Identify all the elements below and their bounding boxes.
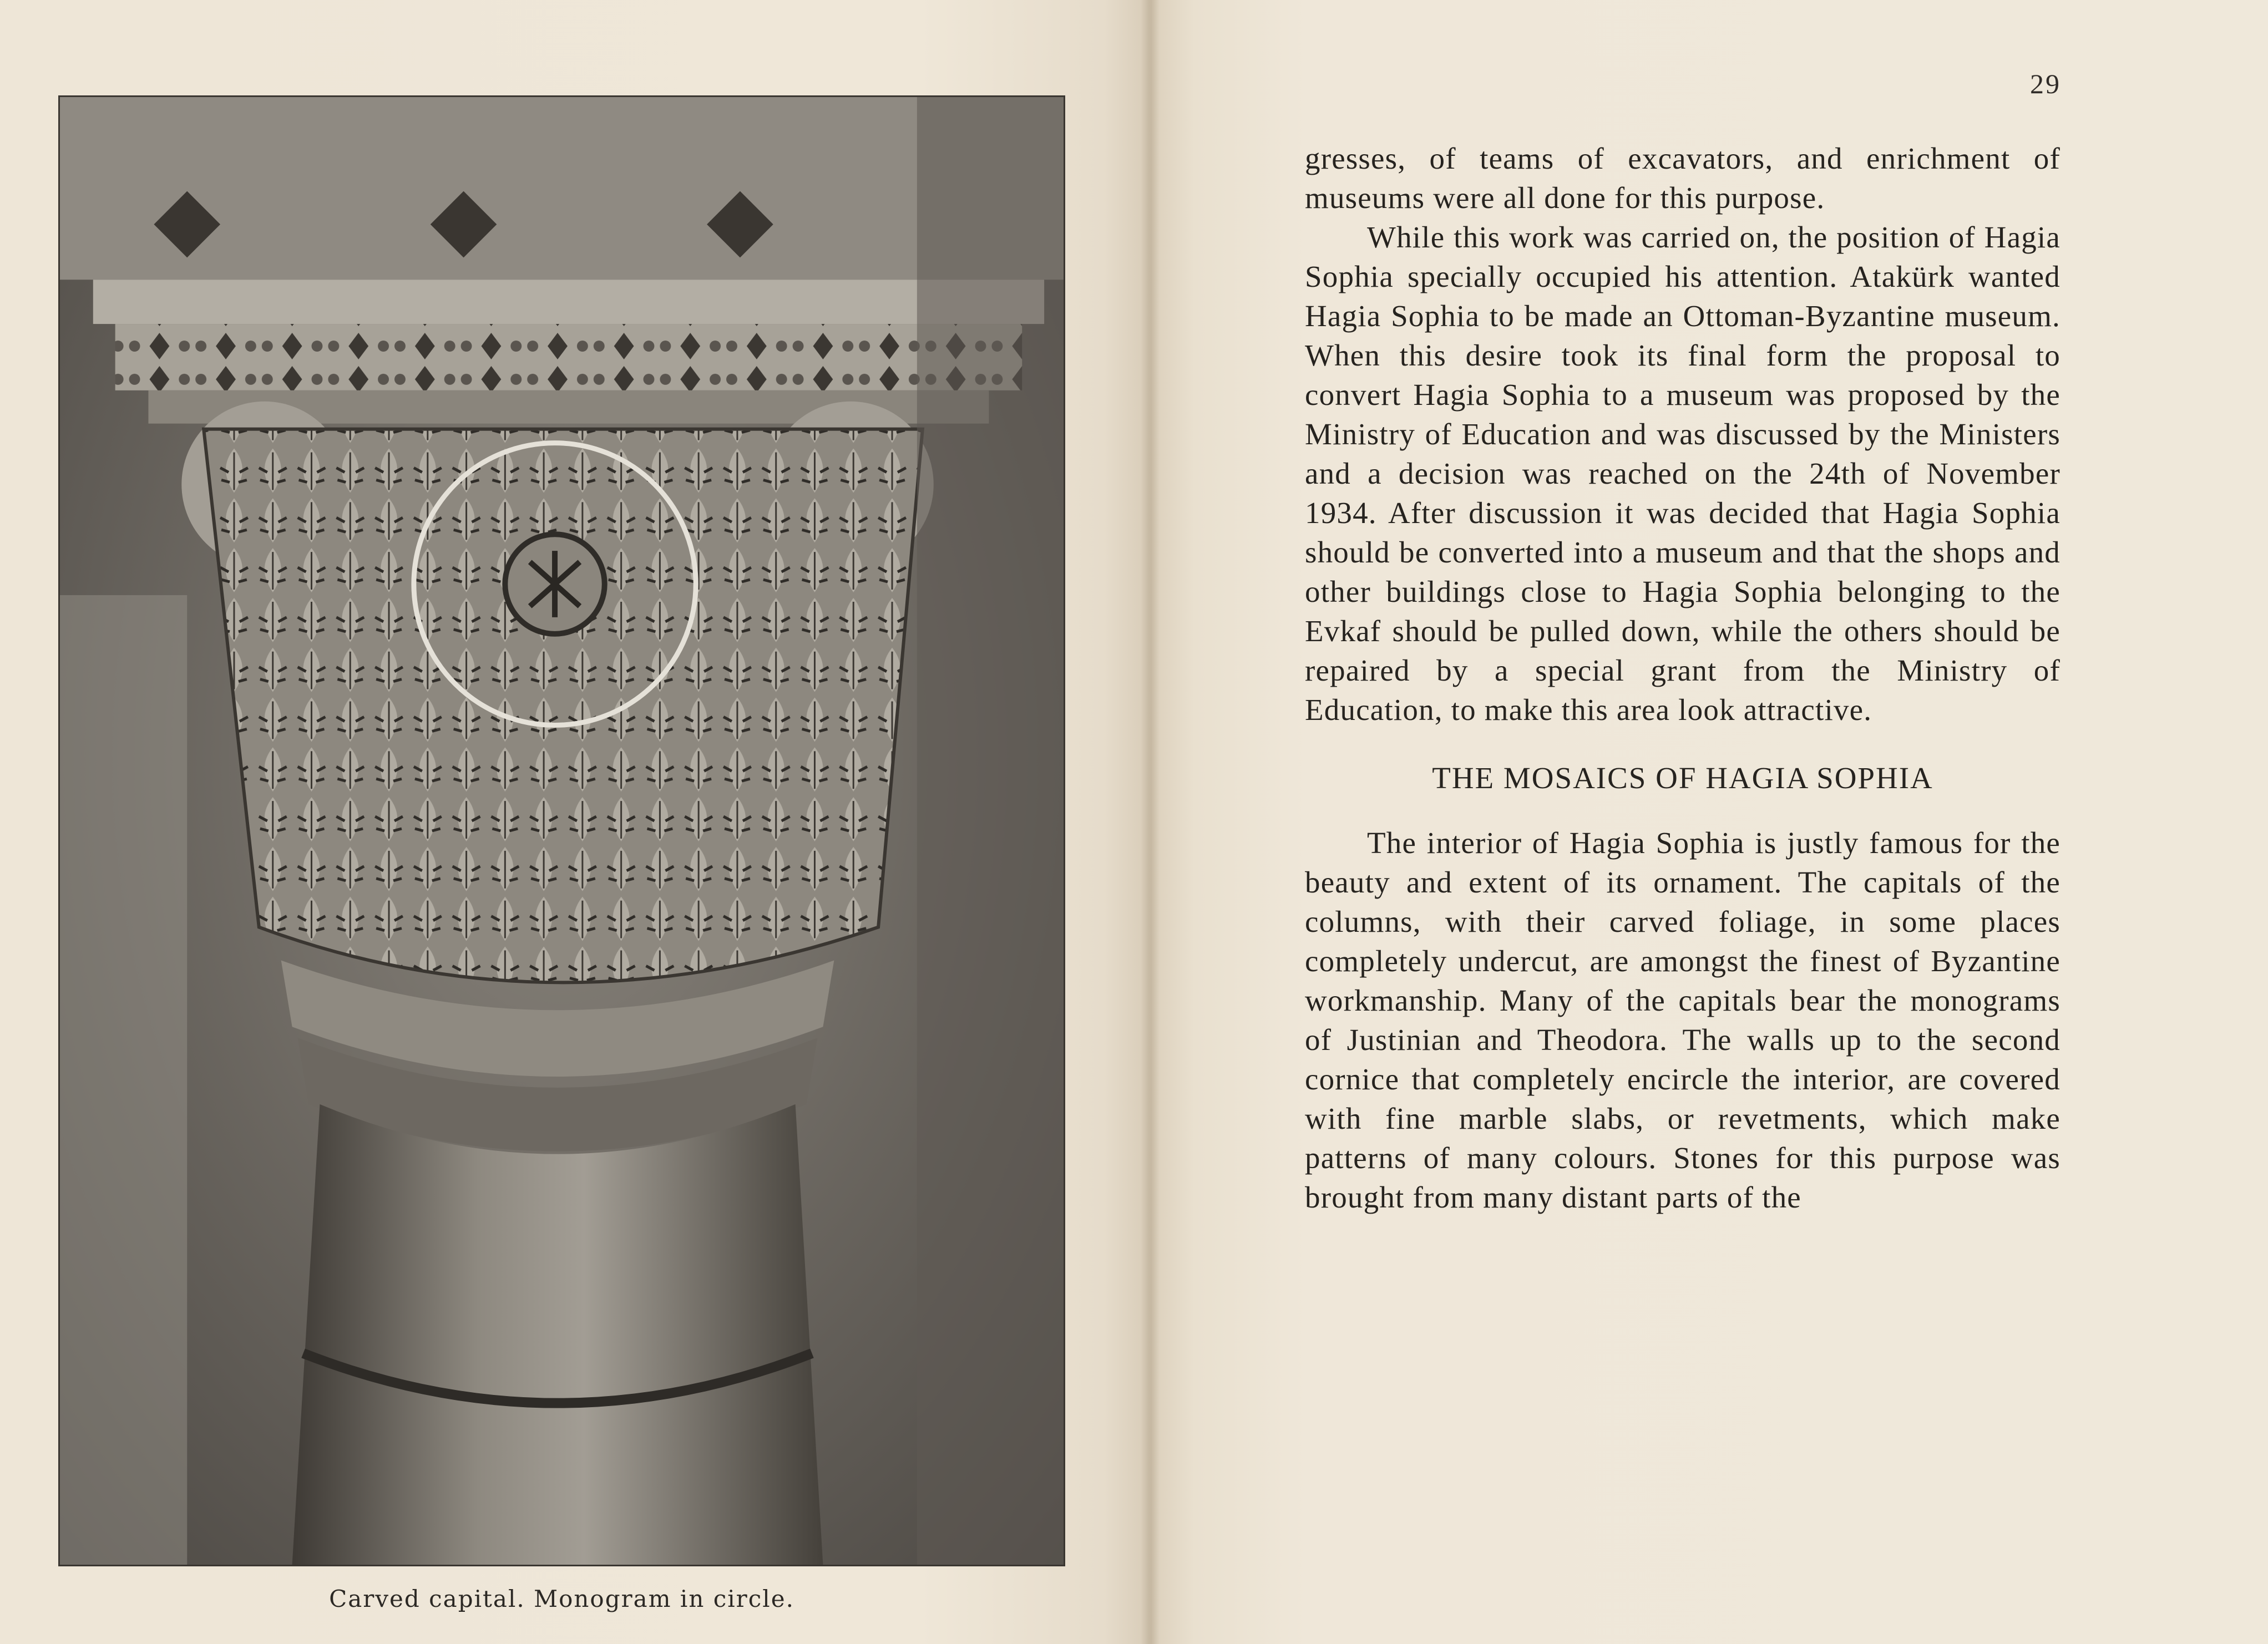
body-text — [1305, 139, 2061, 1217]
carved-capital-photo — [58, 95, 1065, 1566]
paragraph-continuation: gresses, of teams of excavators, and enrichment of museums were all done for this purpose. — [1305, 141, 2061, 215]
page-number: 29 — [2030, 68, 2061, 99]
paragraph-interior: The interior of Hagia Sophia is justly famous for the beauty and extent of its ornament. The capitals of the columns, with their carved foliage, in some places completely undercut, are amongst the finest of Byzantine workmanship. Many of the capitals bear the monograms of Justinian and Theodora. The walls up to the second cornice that completely encircle the interior, are covered with fine marble slabs, or revetments, which make patterns of many colours. Stones for this purpose was brought from many distant parts of the — [1305, 826, 2061, 1214]
paragraph-museum-decision: While this work was carried on, the position of Hagia Sophia specially occupied his attention. Atakürk wanted Hagia Sophia to be made an Ottoman-Byzantine museum. When this desire took its final form the proposal to convert Hagia Sophia to a museum was proposed by the Ministry of Education and was discussed by the Ministers and a decision was reached on the 24th of November 1934. After discussion it was decided that Hagia Sophia should be converted into a museum and that the shops and other buildings close to Hagia Sophia belonging to the Evkaf should be pulled down, while the others should be repaired by a special grant from the Ministry of Education, to make this area look attractive. — [1305, 220, 2061, 727]
section-heading: THE MOSAICS OF HAGIA SOPHIA — [1432, 761, 1933, 795]
book-gutter — [1141, 0, 1160, 1644]
photo-caption: Carved capital. Monogram in circle. — [329, 1585, 794, 1612]
